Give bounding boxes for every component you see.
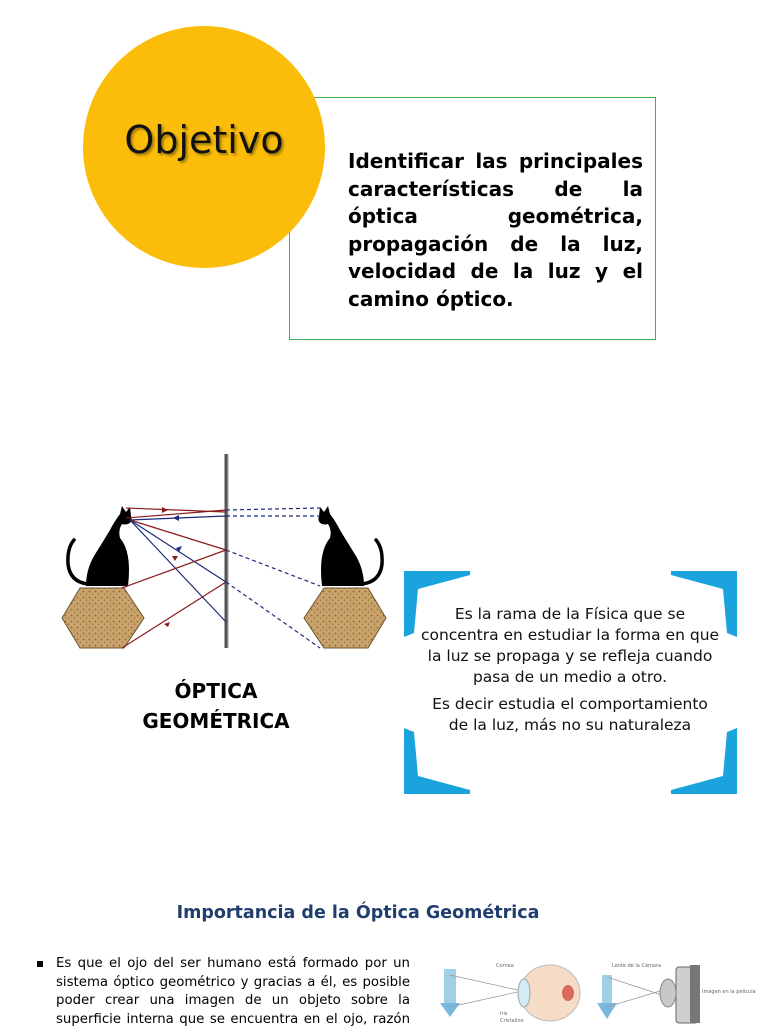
left-cat-icon (68, 506, 132, 586)
eye-diagram (440, 963, 580, 1024)
optics-label: ÓPTICA GEOMÉTRICA (142, 679, 290, 733)
definition-paragraph-1: Es la rama de la Física que se concentra en estudiar la forma en que la luz se propaga y se refleja cuando pasa de un medio a otro. (420, 605, 720, 686)
definition-paragraph-2: Es decir estudia el comportamiento de la luz, más no su naturaleza (432, 695, 708, 734)
left-pedestal (62, 588, 144, 648)
importance-heading: Importancia de la Óptica Geométrica (176, 903, 540, 923)
objective-title: Objetivo (124, 118, 284, 162)
iris-label: Iris (500, 1011, 508, 1017)
camera-lens-label: Lente de la Cámara (612, 963, 662, 969)
film-image-label: Imagen en la película (702, 989, 756, 995)
mirror-reflection-figure (58, 452, 398, 654)
camera-diagram (597, 962, 756, 1023)
cornea-label: Cornea (496, 963, 514, 969)
cristalino-label: Cristalino (500, 1018, 524, 1024)
importance-bullet-text: Es que el ojo del ser humano está formado por un sistema óptico geométrico y gracias a él, es posible poder crear una imagen de un objeto sobre la superficie interna que se encuentra en el ojo, razón (56, 956, 410, 1027)
objective-circle (83, 26, 325, 268)
eye-camera-diagram (440, 955, 756, 1024)
objective-text: Identificar las principales características de la óptica geométrica, propagación de la luz, velocidad de la luz y el camino óptico. (348, 149, 643, 311)
bullet-icon (37, 961, 43, 967)
definition-text (420, 604, 720, 742)
right-cat-icon (318, 506, 382, 586)
right-pedestal (304, 588, 386, 648)
